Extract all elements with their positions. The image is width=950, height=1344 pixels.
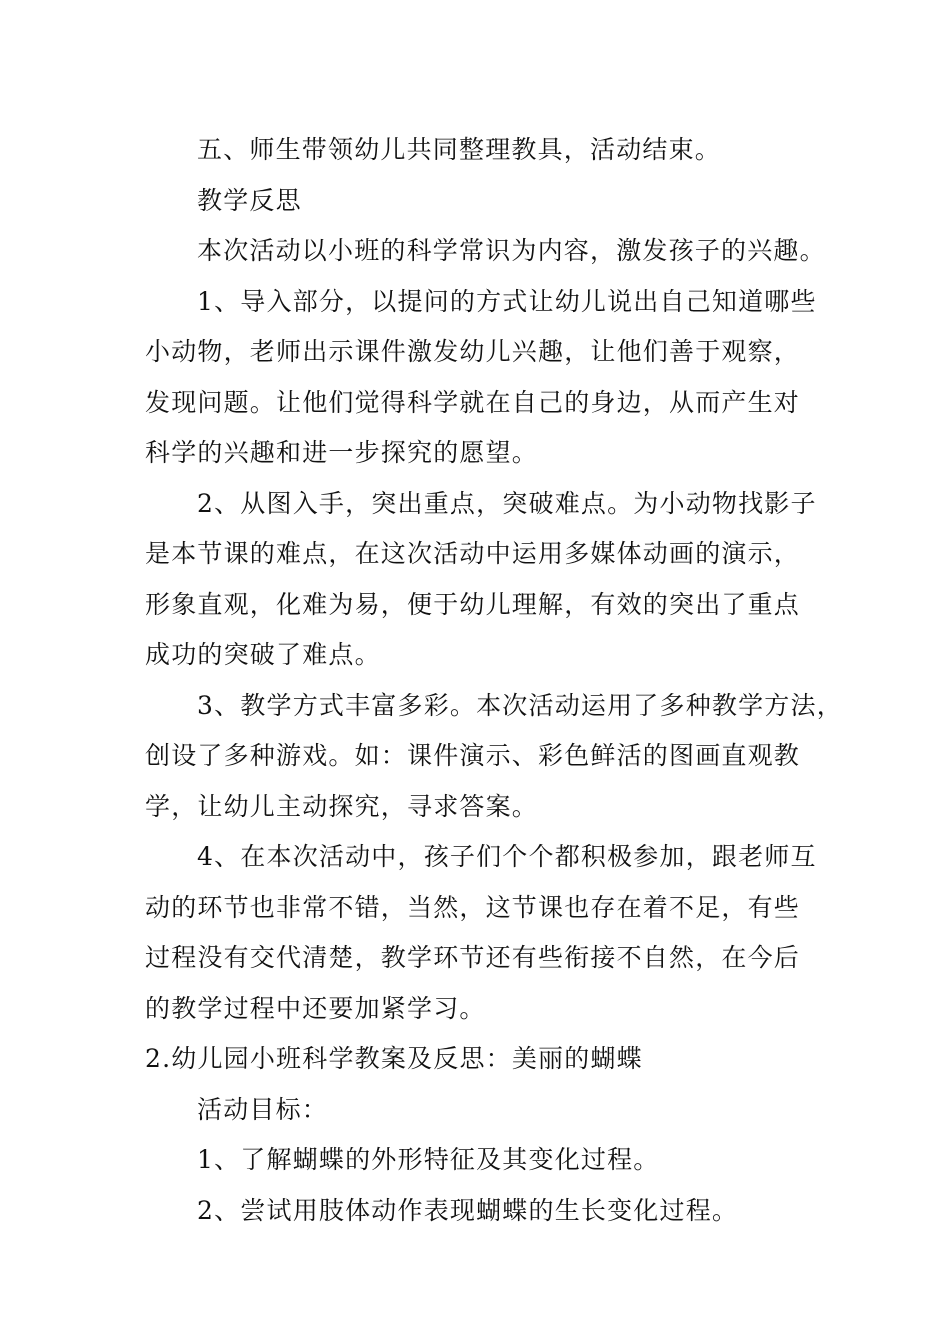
text-line: 发现问题。让他们觉得科学就在自己的身边，从而产生对 <box>145 387 801 417</box>
text-line: 创设了多种游戏。如：课件演示、彩色鲜活的图画直观教 <box>145 741 801 770</box>
section-title: 2.幼儿园小班科学教案及反思：美丽的蝴蝶 <box>145 1044 643 1073</box>
text-line: 3、教学方式丰富多彩。本次活动运用了多种教学方法， <box>197 690 843 720</box>
text-line: 五、师生带领幼儿共同整理教具，活动结束。 <box>197 135 722 164</box>
text-line: 学，让幼儿主动探究，寻求答案。 <box>145 791 539 821</box>
text-line: 科学的兴趣和进一步探究的愿望。 <box>145 438 539 467</box>
text-line: 小动物，老师出示课件激发幼儿兴趣，让他们善于观察， <box>145 337 801 366</box>
text-line: 过程没有交代清楚，教学环节还有些衔接不自然，在今后 <box>145 943 801 972</box>
text-line: 本次活动以小班的科学常识为内容，激发孩子的兴趣。 <box>197 236 826 265</box>
text-line: 的教学过程中还要加紧学习。 <box>145 993 486 1023</box>
text-line: 动的环节也非常不错，当然，这节课也存在着不足，有些 <box>145 892 801 922</box>
text-line: 4、在本次活动中，孩子们个个都积极参加，跟老师互 <box>197 842 817 871</box>
text-line: 1、了解蝴蝶的外形特征及其变化过程。 <box>197 1145 660 1174</box>
text-line: 2、从图入手，突出重点，突破难点。为小动物找影子 <box>197 488 817 518</box>
section-heading: 教学反思 <box>197 185 302 215</box>
text-line: 成功的突破了难点。 <box>145 640 381 669</box>
subsection-heading: 活动目标： <box>197 1094 329 1124</box>
text-line: 形象直观，化难为易，便于幼儿理解，有效的突出了重点 <box>145 589 801 619</box>
text-line: 1、导入部分，以提问的方式让幼儿说出自己知道哪些 <box>197 286 817 316</box>
text-line: 是本节课的难点，在这次活动中运用多媒体动画的演示， <box>145 539 801 568</box>
document-body <box>145 125 843 1236</box>
text-line: 2、尝试用肢体动作表现蝴蝶的生长变化过程。 <box>197 1195 739 1225</box>
